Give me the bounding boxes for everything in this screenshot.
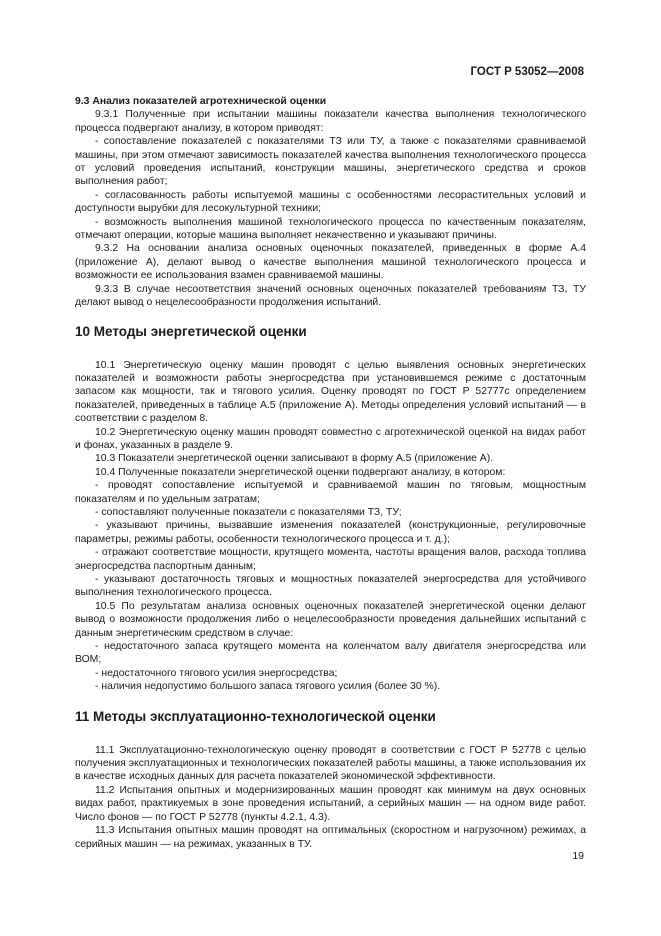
list-item: - возможность выполнения машиной технологического процесса по качественным показателям, отмечают операции, которые машина выполняет некачественно и указывают причины. bbox=[75, 216, 586, 242]
standard-header: ГОСТ Р 53052—2008 bbox=[470, 66, 584, 78]
list-item: - проводят сопоставление испытуемой и сравниваемой машин по тяговым, мощностным показателям и по удельным затратам; bbox=[75, 480, 586, 505]
list-item: - недостаточного тягового усилия энергосредства; bbox=[95, 667, 338, 679]
list-item: - отражают соответствие мощности, крутящего момента, частоты вращения валов, расхода топлива энергосредства паспортным данным; bbox=[75, 547, 586, 572]
list-item: - указывают достаточность тяговых и мощностных показателей энергосредства для устойчивого выполнения технологического процесса. bbox=[75, 574, 586, 599]
list-item: - согласованность работы испытуемой машины с особенностями лесорастительных условий и доступности вырубки для лесокультурной техники; bbox=[75, 189, 586, 215]
document-body bbox=[75, 95, 586, 851]
paragraph: 10.2 Энергетическую оценку машин проводят совместно с агротехнической оценкой на видах работ и фонах, указанных в разделе 9. bbox=[75, 426, 586, 451]
paragraph: 9.3.3 В случае несоответствия значений основных оценочных показателей требованиям ТЗ, ТУ делают вывод о нецелесообразности продолжения испытаний. bbox=[75, 283, 586, 309]
paragraph: 9.3.2 На основании анализа основных оценочных показателей, приведенных в форме А.4 (приложение А), делают вывод о качестве выполнения машиной технологического процесса и возможности ее использования взамен сравниваемой машины. bbox=[75, 243, 586, 282]
paragraph: 10.3 Показатели энергетической оценки записывают в форму А.5 (приложение А). bbox=[95, 453, 494, 465]
list-item: - наличия недопустимо большого запаса тягового усилия (более 30 %). bbox=[95, 681, 441, 693]
paragraph: 10.4 Полученные показатели энергетической оценки подвергают анализу, в котором: bbox=[95, 466, 506, 478]
list-item: - сопоставляют полученные показатели с показателями ТЗ, ТУ; bbox=[95, 506, 402, 518]
paragraph: 10.5 По результатам анализа основных оценочных показателей энергетической оценки делают вывод о возможности продолжения либо о нецелесообразности проведения дальнейших испытаний с данным энергетическим средством в случае: bbox=[75, 600, 586, 639]
list-item: - недостаточного запаса крутящего момента на коленчатом валу двигателя энергосредства или ВОМ; bbox=[75, 641, 586, 666]
paragraph: 11.3 Испытания опытных машин проводят на оптимальных (скоростном и нагрузочном) режимах, а серийных машин — на режимах, указанных в ТУ. bbox=[75, 825, 586, 850]
paragraph: 10.1 Энергетическую оценку машин проводят с целью выявления основных энергетических показателей и возможности работы энергосредства при установившемся режиме с достаточным запасом как мощности, так и тягового усилия. Оценку проводят по ГОСТ Р 52777с определением показателей, приведенных в таблице А.5 (приложение А). Методы определения условий испытаний — в соответствии с разделом 8. bbox=[75, 359, 586, 425]
page-number: 19 bbox=[572, 850, 584, 862]
section-heading-11: 11 Методы эксплуатационно-технологической оценки bbox=[75, 708, 436, 724]
paragraph: 11.1 Эксплуатационно-технологическую оценку проводят в соответствии с ГОСТ Р 52778 с целью получения эксплуатационных и технологических показателей работы машины, а также использования их в качестве исходных данных для расчета показателей экономической эффективности. bbox=[75, 744, 586, 783]
list-item: - сопоставление показателей с показателями ТЗ или ТУ, а также с показателями сравниваемой машины, при этом отмечают зависимость показателей качества выполнения технологического процесса от условий проведения испытаний, конструкции машины, энергетического средства и сроков выполнения работ; bbox=[75, 136, 586, 188]
list-item: - указывают причины, вызвавшие изменения показателей (конструкционные, регулировочные параметры, режимы работы, особенности технологического процесса и т. д.); bbox=[75, 520, 586, 545]
paragraph: 9.3.1 Полученные при испытании машины показатели качества выполнения технологического процесса подвергают анализу, в котором приводят: bbox=[75, 109, 586, 134]
paragraph: 11.2 Испытания опытных и модернизированных машин проводят как минимум на двух основных видах работ, практикуемых в зоне проведения испытаний, а серийных машин — на одном виде работ. Число фонов — по ГОСТ Р 52778 (пункты 4.2.1, 4.3). bbox=[75, 784, 586, 823]
subsection-heading-9-3: 9.3 Анализ показателей агротехнической оценки bbox=[75, 96, 327, 107]
section-heading-10: 10 Методы энергетической оценки bbox=[75, 323, 307, 339]
